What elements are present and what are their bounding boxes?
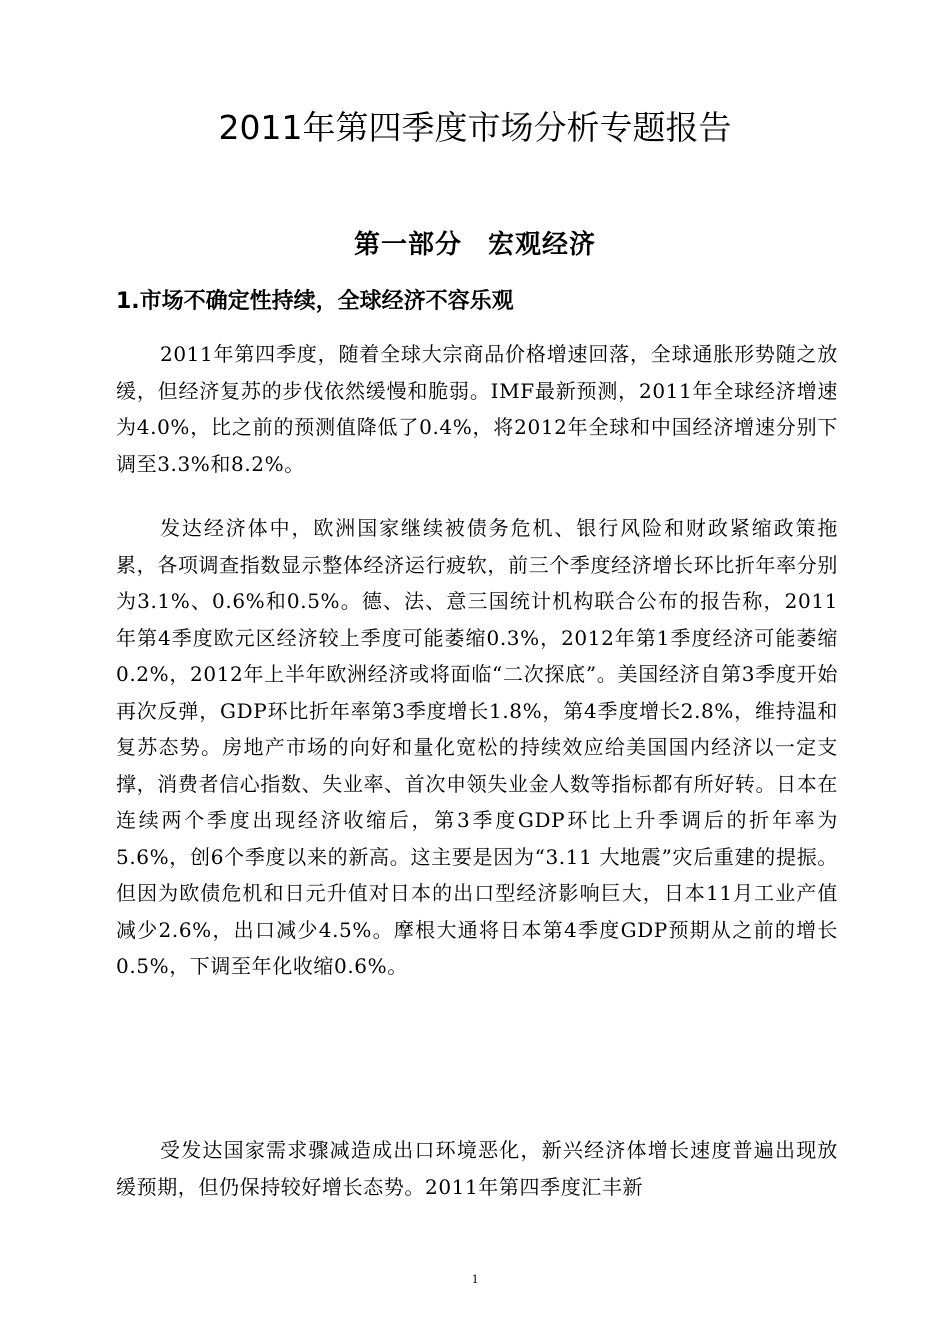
part-name: 宏观经济 <box>488 230 597 260</box>
paragraph-emerging-economies: 受发达国家需求骤减造成出口环境恶化，新兴经济体增长速度普遍出现放缓预期，但仍保持较好增长态势。2011年第四季度汇丰新 <box>116 1138 838 1199</box>
part-heading <box>0 223 950 267</box>
section-heading: 1.市场不确定性持续，全球经济不容乐观 <box>116 289 514 314</box>
page-number: 1 <box>471 1271 479 1286</box>
paragraph-global-outlook: 2011年第四季度，随着全球大宗商品价格增速回落，全球通胀形势随之放缓，但经济复苏的步伐依然缓慢和脆弱。IMF最新预测，2011年全球经济增速为4.0%，比之前的预测值降低了0.4%，将2012年全球和中国经济增速分别下调至3.3%和8.2%。 <box>116 342 838 476</box>
document-title: 2011年第四季度市场分析专题报告 <box>218 108 732 147</box>
paragraph-developed-economies: 发达经济体中，欧洲国家继续被债务危机、银行风险和财政紧缩政策拖累，各项调查指数显示整体经济运行疲软，前三个季度经济增长环比折年率分别为3.1%、0.6%和0.5%。德、法、意三国统计机构联合公布的报告称，2011年第4季度欧元区经济较上季度可能萎缩0.3%，2012年第1季度经济可能萎缩0.2%，2012年上半年欧洲经济或将面临“二次探底”。美国经济自第3季度开始再次反弹，GDP环比折年率第3季度增长1.8%，第4季度增长2.8%，维持温和复苏态势。房地产市场的向好和量化宽松的持续效应给美国国内经济以一定支撑，消费者信心指数、失业率、首次申领失业金人数等指标都有所好转。日本在连续两个季度出现经济收缩后，第3季度GDP环比上升季调后的折年率为5.6%，创6个季度以来的新高。这主要是因为“3.11 大地震”灾后重建的提振。但因为欧债危机和日元升值对日本的出口型经济影响巨大，日本11月工业产值减少2.6%，出口减少4.5%。摩根大通将日本第4季度GDP预期从之前的增长0.5%，下调至年化收缩0.6%。 <box>116 516 838 978</box>
part-label: 第一部分 <box>353 230 462 260</box>
